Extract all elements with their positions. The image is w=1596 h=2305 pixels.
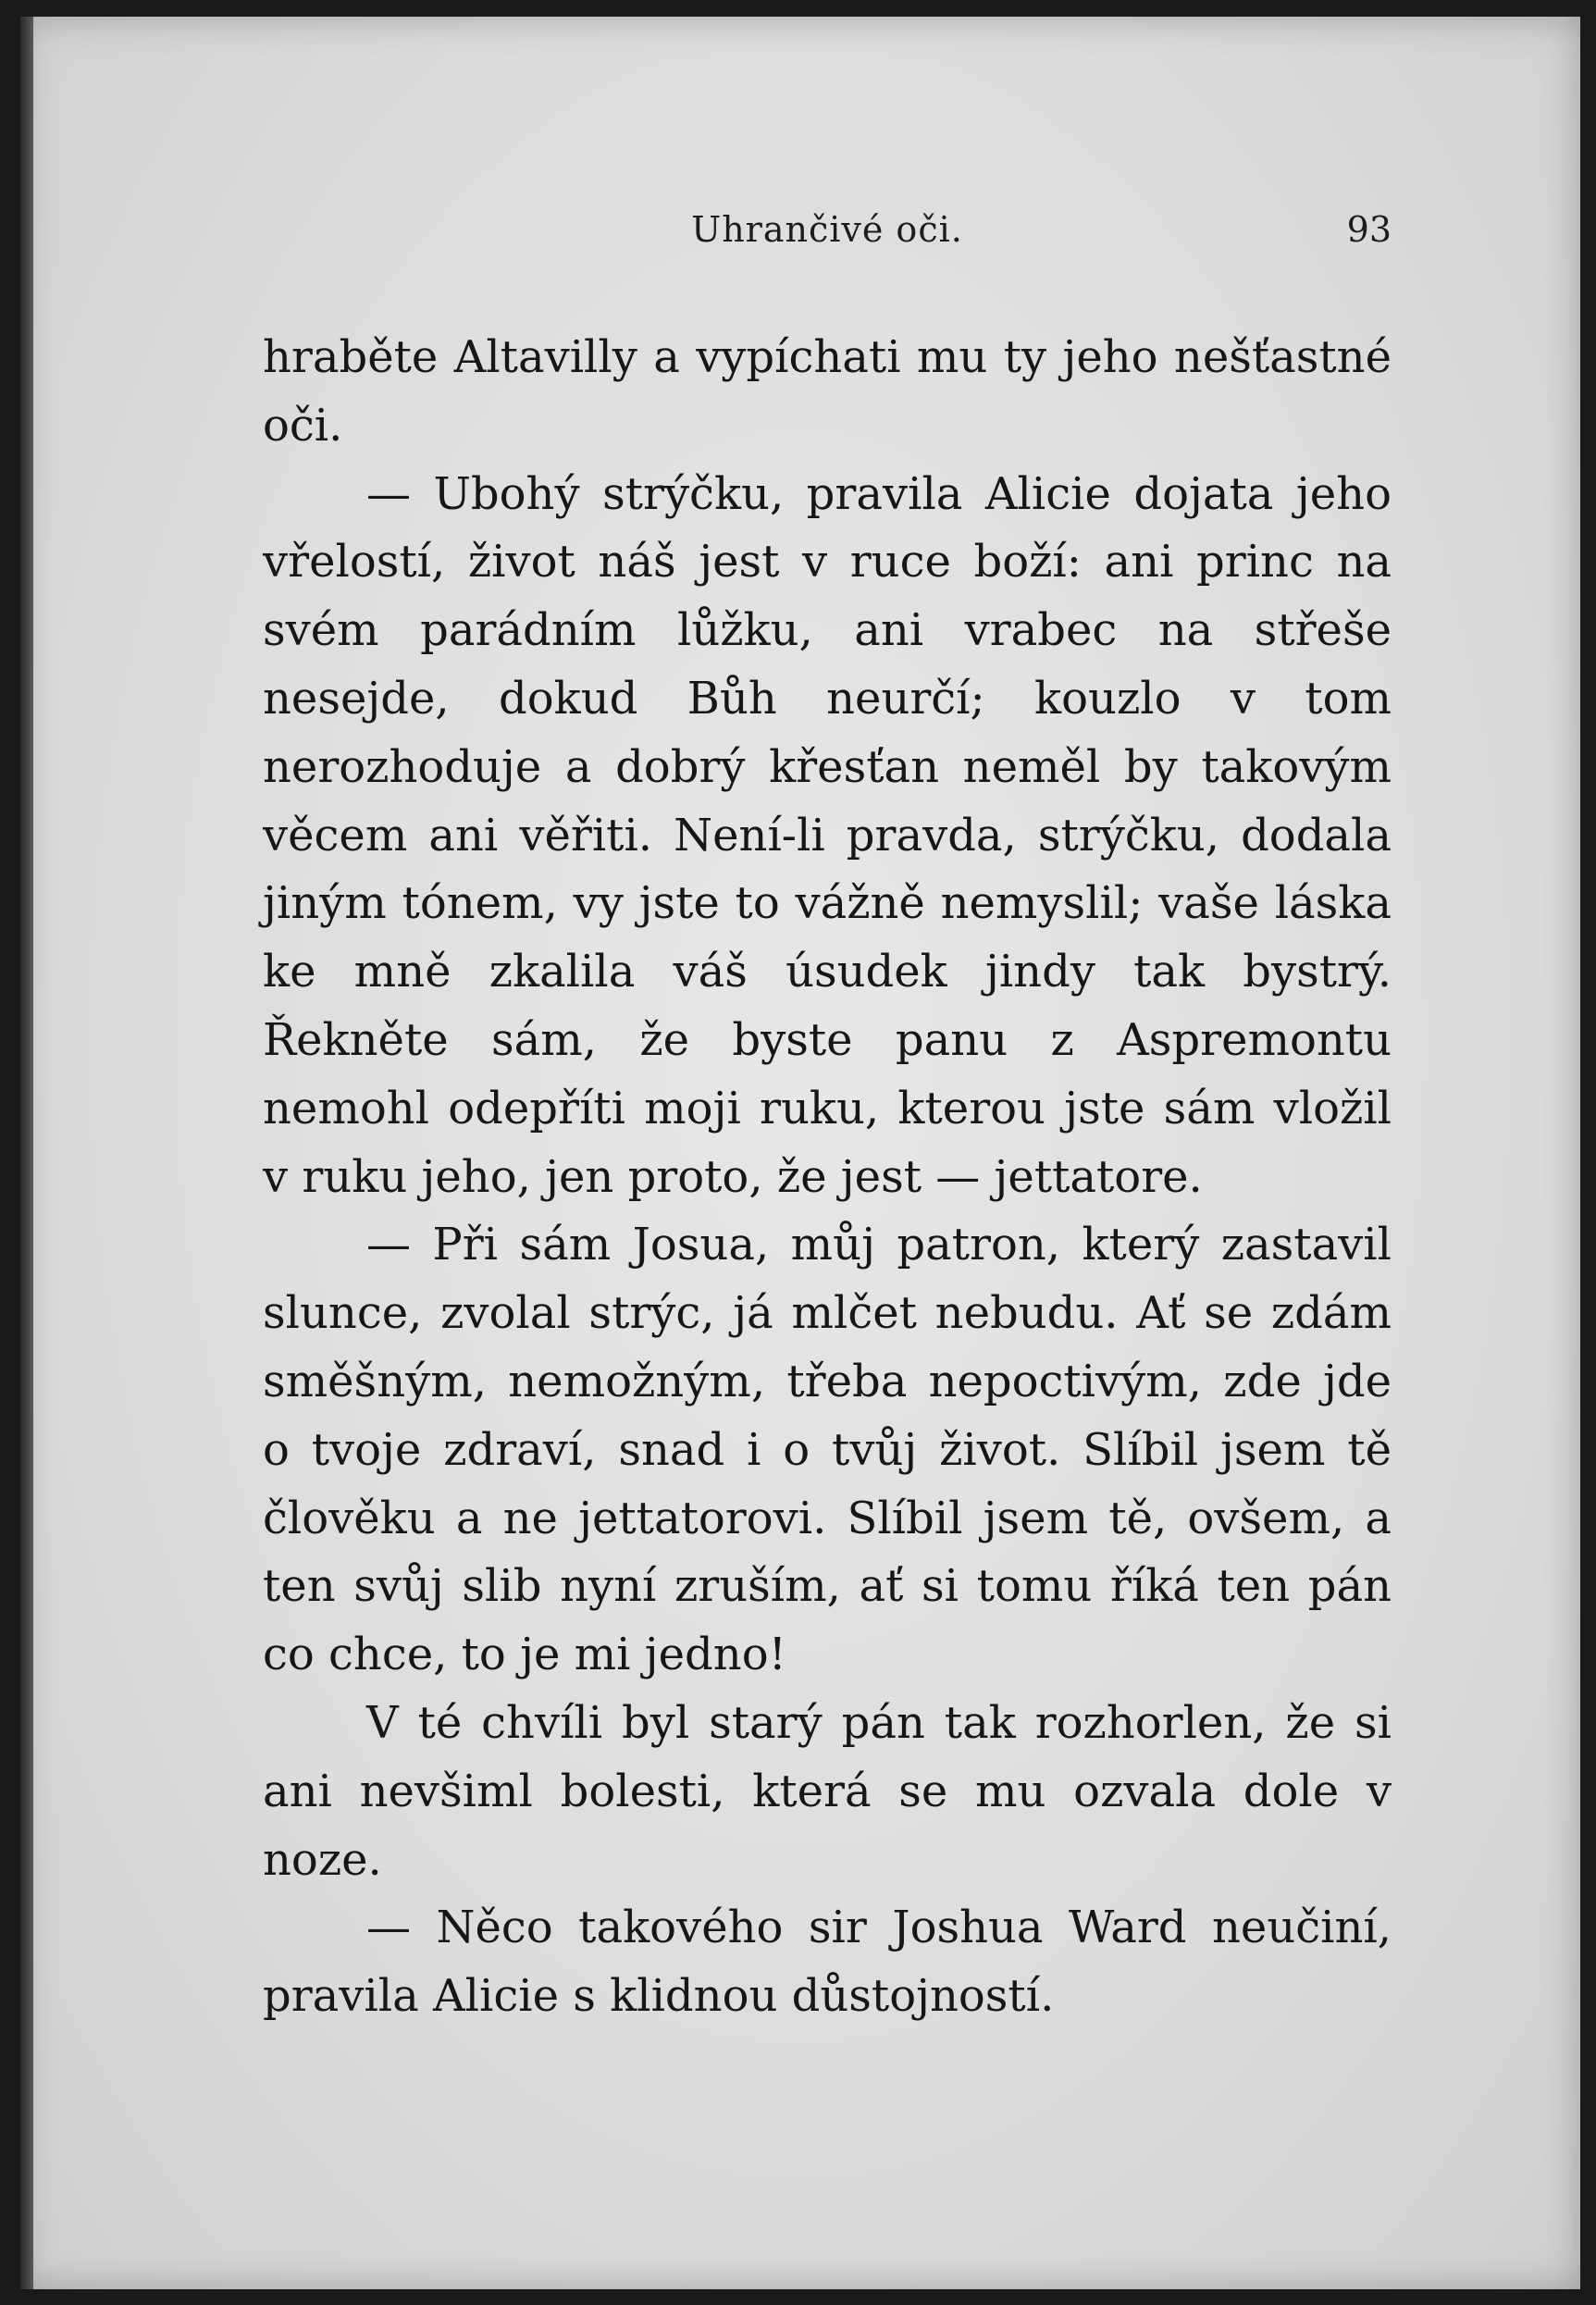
paragraph: — Při sám Josua, můj patron, který zastavil slunce, zvolal strýc, já mlčet nebudu. Ať se zdám směšným, nemožným, třeba nepoctivým, zde jde o tvoje zdraví, snad i o tvůj život. Slíbil jsem tě člověku a ne jettatorovi. Slíbil jsem tě, ovšem, a ten svůj slib nyní zruším, ať si tomu říká ten pán co chce, to je mi jedno!: [263, 1219, 1392, 1681]
book-spine-shadow: [20, 17, 33, 2289]
paragraph: — Něco takového sir Joshua Ward neučiní, pravila Alicie s klidnou důstojností.: [263, 1902, 1392, 2023]
paragraph: V té chvíli byl starý pán tak rozhorlen, že si ani nevšiml bolesti, která se mu ozvala dole v noze.: [263, 1696, 1392, 1886]
running-title: Uhrančivé oči.: [691, 209, 963, 250]
paragraph: hraběte Altavilly a vypíchati mu ty jeho nešťastné oči.: [263, 331, 1392, 452]
page-number: 93: [1346, 209, 1392, 250]
body-text: [263, 324, 1392, 2031]
running-head: [263, 209, 1392, 265]
book-page: [20, 17, 1580, 2289]
paragraph: — Ubohý strýčku, pravila Alicie dojata jeho vřelostí, život náš jest v ruce boží: ani princ na svém parádním lůžku, ani vrabec na střeše nesejde, dokud Bůh neurčí; kouzlo v tom nerozhoduje a dobrý křesťan neměl by takovým věcem ani věřiti. Není-li pravda, strýčku, dodala jiným tónem, vy jste to vážně nemyslil; vaše láska ke mně zkalila váš úsudek jindy tak bystrý. Řekněte sám, že byste panu z Aspremontu nemohl odepříti moji ruku, kterou jste sám vložil v ruku jeho, jen proto, že jest — jettatore.: [263, 467, 1392, 1203]
